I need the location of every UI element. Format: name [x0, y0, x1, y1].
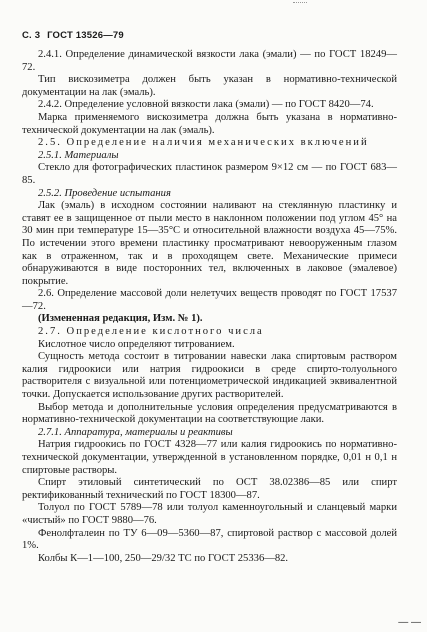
standard-number: ГОСТ 13526—79 — [47, 30, 124, 41]
paragraph-2-4-2: 2.4.2. Определение условной вязкости лака (эмали) — по ГОСТ 8420—74. — [38, 99, 374, 111]
paragraph-procedure: Лак (эмаль) в исходном состоянии наливают на стеклянную пластинку и ставят ее в защищенное от пыли место в наклонном положении под углом 45° на 30 мин при температуре 15—35°С и относительной влажности воздуха 45—75%. По истечении этого времени пластинку просматривают невооруженным глазом как в отраженном, так и в проходящем свете. Механические примеси обнаруживаются в виде посторонних тел, включенных в лаковое (эмалевое) покрытие. — [22, 200, 397, 287]
subheading-materials: 2.5.1. Материалы — [38, 149, 119, 161]
page-number: С. 3 — [22, 30, 41, 41]
amendment-note: (Измененная редакция, Изм. № 1). — [38, 313, 203, 325]
paragraph-2-6: 2.6. Определение массовой доли нелетучих веществ проводят по ГОСТ 17537—72. — [22, 288, 397, 312]
page-header — [22, 30, 397, 41]
paragraph-method-choice: Выбор метода и дополнительные условия определения предусматриваются в нормативно-технической документации на соответствующие лаки. — [22, 401, 397, 426]
reagent-ethyl-alcohol: Спирт этиловый синтетический по ОСТ 38.02386—85 или спирт ректификованный технический по ГОСТ 18300—87. — [22, 477, 397, 501]
section-heading-2-5: 2.5. Определение наличия механических включений — [38, 137, 369, 149]
reagent-toluene: Толуол по ГОСТ 5789—78 или толуол каменноугольный и сланцевый марки «чистый» по ГОСТ 9880—76. — [22, 502, 397, 526]
corner-mark: — — — [398, 617, 421, 628]
scan-mark — [293, 2, 307, 7]
subheading-test-procedure: 2.5.2. Проведение испытания — [38, 187, 171, 199]
reagent-phenolphthalein: Фенолфталеин по ТУ 6—09—5360—87, спиртовой раствор с массовой долей 1%. — [22, 527, 397, 552]
paragraph-viscometer-type: Тип вискозиметра должен быть указан в нормативно-технической документации на лак (эмаль). — [22, 74, 397, 98]
section-heading-2-7: 2.7. Определение кислотного числа — [38, 326, 264, 338]
paragraph-glass: Стекло для фотографических пластинок размером 9×12 см — по ГОСТ 683—85. — [22, 162, 397, 186]
subheading-apparatus: 2.7.1. Аппаратура, материалы и реактивы — [38, 426, 233, 438]
apparatus-flasks: Колбы К—1—100, 250—29/32 ТС по ГОСТ 25336—82. — [38, 552, 289, 564]
paragraph-method-essence: Сущность метода состоит в титровании навески лака спиртовым раствором калия гидроокиси или натрия гидроокиси в среде спирто-толуольного растворителя с визуальной или потенциометрической индикацией эквивалентной точки. Допускается использование других растворителей. — [22, 351, 397, 401]
document-body — [22, 49, 397, 565]
paragraph-2-4-1: 2.4.1. Определение динамической вязкости лака (эмали) — по ГОСТ 18249—72. — [22, 49, 397, 73]
paragraph-titration: Кислотное число определяют титрованием. — [38, 338, 235, 350]
reagent-sodium-hydroxide: Натрия гидроокись по ГОСТ 4328—77 или калия гидроокись по нормативно-технической документации, утвержденной в установленном порядке, 0,01 н 0,1 н спиртовые растворы. — [22, 439, 397, 476]
paragraph-viscometer-brand: Марка применяемого вискозиметра должна быть указана в нормативно-технической документации на лак (эмаль). — [22, 111, 397, 136]
